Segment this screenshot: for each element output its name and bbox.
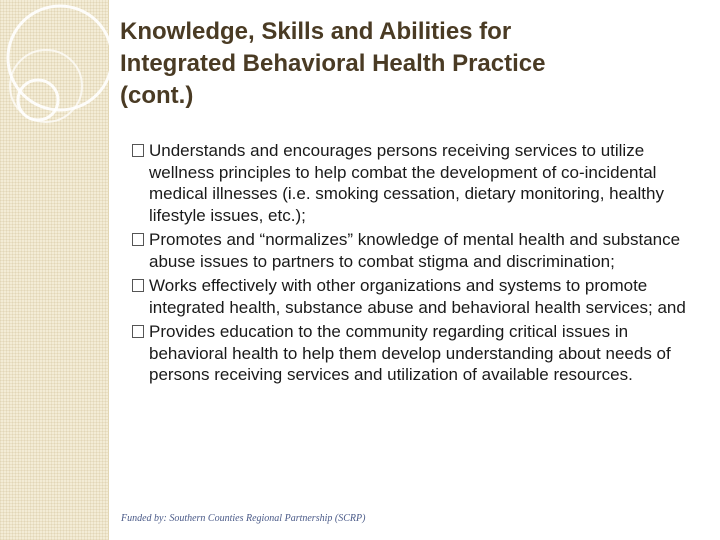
bullet-text: Works effectively with other organizations and systems to promote integrated health, substance abuse and behavioral health services; and [149, 276, 686, 317]
square-bullet-icon [132, 325, 144, 338]
bullet-text: Provides education to the community regarding critical issues in behavioral health to help them develop understanding about needs of persons receiving services and utilization of available resources. [149, 322, 671, 384]
bullet-text: Promotes and “normalizes” knowledge of mental health and substance abuse issues to partners to combat stigma and discrimination; [149, 230, 681, 271]
title-line: Integrated Behavioral Health Practice [120, 50, 546, 77]
bullet-list [130, 140, 702, 389]
title-line: Knowledge, Skills and Abilities for [120, 18, 512, 45]
square-bullet-icon [132, 233, 144, 246]
slide-title [120, 16, 700, 112]
list-item [130, 229, 702, 272]
list-item [130, 275, 702, 318]
list-item [130, 321, 702, 386]
title-line: (cont.) [120, 82, 194, 109]
square-bullet-icon [132, 144, 144, 157]
square-bullet-icon [132, 279, 144, 292]
bullet-text: Understands and encourages persons receiving services to utilize wellness principles to help combat the development of co-incidental medical illnesses (i.e. smoking cessation, dietary monitoring, healthy lifestyle issues, etc.); [149, 141, 664, 225]
funding-footer: Funded by: Southern Counties Regional Partnership (SCRP) [121, 513, 366, 524]
list-item [130, 140, 702, 226]
